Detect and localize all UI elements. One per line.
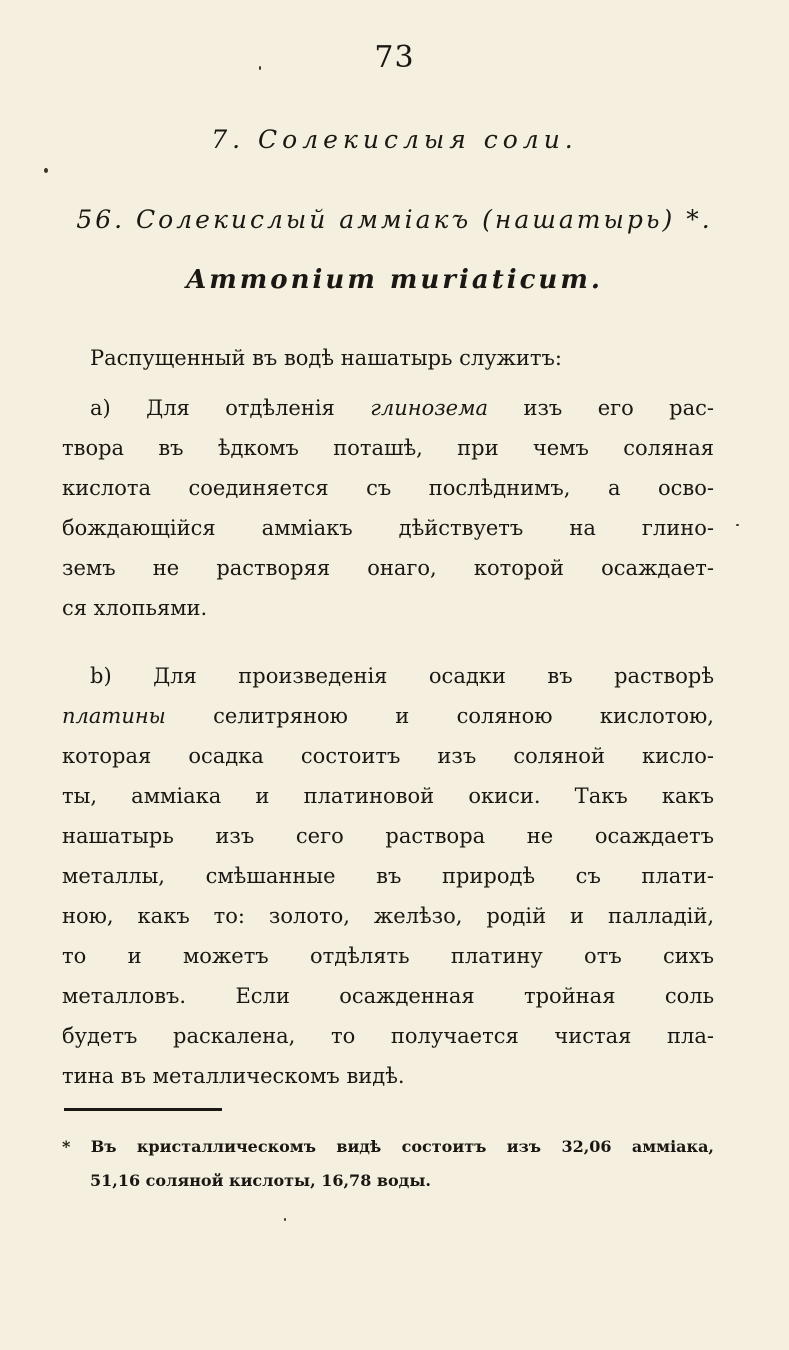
paragraph-line: металловъ. Если осажденная тройная соль (62, 984, 714, 1008)
ink-speck (44, 168, 48, 173)
ink-speck (736, 524, 739, 526)
footnote (62, 1130, 714, 1198)
paragraph-line: тина въ металлическомъ видѣ. (62, 1064, 405, 1088)
intro-paragraph (62, 338, 714, 378)
paragraph-line: земъ не растворяя онаго, которой осаждает- (62, 556, 714, 580)
paragraph-line: которая осадка состоитъ изъ соляной кисло- (62, 744, 714, 768)
paragraph-a (62, 388, 714, 628)
latin-name: Ammonium muriaticum. (186, 265, 603, 295)
paragraph-line: то и можетъ отдѣлять платину отъ сихъ (62, 944, 714, 968)
paragraph-line: ною, какъ то: золото, желѣзо, родій и палладій, (62, 904, 714, 928)
text-run: изъ его рас- (488, 396, 715, 420)
paragraph-line: будетъ раскалена, то получается чистая пла- (62, 1024, 714, 1048)
footnote-rule (64, 1108, 222, 1111)
paragraph-line: твора въ ѣдкомъ поташѣ, при чемъ соляная (62, 436, 714, 460)
paragraph-line (62, 696, 714, 736)
footnote-line: 51,16 соляной кислоты, 16,78 воды. (90, 1171, 431, 1190)
paragraph-line: ся хлопьями. (62, 596, 208, 620)
intro-line: Распущенный въ водѣ нашатырь служитъ: (90, 346, 562, 370)
text-run: а) Для отдѣленія (90, 396, 371, 420)
text-run: селитряною и соляною кислотою, (165, 704, 714, 728)
italic-term: глинозема (370, 396, 489, 420)
section-title: 7. Солекислыя соли. (211, 125, 578, 154)
paragraph-b (62, 656, 714, 1096)
paragraph-line: b) Для произведенія осадки въ растворѣ (90, 664, 714, 688)
italic-term: платины (62, 704, 166, 728)
paragraph-line: металлы, смѣшанные въ природѣ съ плати- (62, 864, 714, 888)
entry-title: 56. Солекислый амміакъ (нашатырь) *. (76, 205, 713, 234)
paragraph-line: ты, амміака и платиновой окиси. Такъ какъ (62, 784, 714, 808)
page-number: 73 (374, 40, 415, 75)
paragraph-line: кислота соединяется съ послѣднимъ, а осво- (62, 476, 714, 500)
ink-speck (284, 1218, 286, 1221)
paragraph-line: бождающійся амміакъ дѣйствуетъ на глино- (62, 516, 714, 540)
footnote-line: * Въ кристаллическомъ видѣ состоитъ изъ 32,06 амміака, (62, 1137, 714, 1156)
paragraph-line (62, 388, 714, 428)
paragraph-line: нашатырь изъ сего раствора не осаждаетъ (62, 824, 714, 848)
ink-speck (259, 66, 261, 70)
